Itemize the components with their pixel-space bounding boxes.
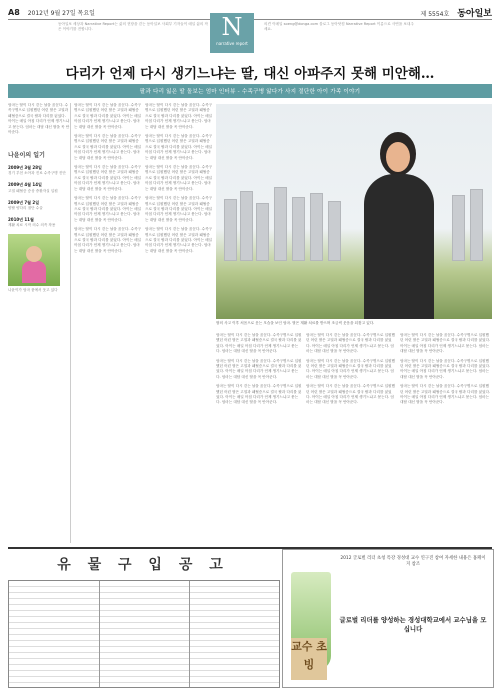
publication-name: 동아일보 (457, 8, 492, 19)
article-column-1 (74, 103, 142, 543)
article-paragraph: 엄마는 딸이 다시 걷는 날을 꿈꾼다. 수족구병으로 입원했던 어린 딸은 고열과 패혈증으로 결국 팔과 다리를 잃었다. 아이는 매일 아침 다리가 언제 생기느냐고 묻는다. 엄마는 대답 대신 딸을 꼭 안아준다. (145, 196, 213, 222)
article-paragraph: 엄마는 딸이 다시 걷는 날을 꿈꾼다. 수족구병으로 입원했던 어린 딸은 고열과 패혈증으로 결국 팔과 다리를 잃었다. 아이는 매일 아침 다리가 언제 생기느냐고 묻는다. 엄마는 대답 대신 딸을 꼭 안아준다. (74, 227, 142, 253)
narrative-report-badge (210, 13, 254, 53)
article-paragraph: 엄마는 딸이 다시 걷는 날을 꿈꾼다. 수족구병으로 입원했던 어린 딸은 고열과 패혈증으로 결국 팔과 다리를 잃었다. 아이는 매일 아침 다리가 언제 생기느냐고 묻는다. 엄마는 대답 대신 딸을 꼭 안아준다. (400, 333, 491, 354)
sidebar-entry-text: 경기 부천 소아과 진료 수족구병 진단 (8, 171, 66, 176)
article-paragraph: 엄마는 딸이 다시 걷는 날을 꿈꾼다. 수족구병으로 입원했던 어린 딸은 고열과 패혈증으로 결국 팔과 다리를 잃었다. 아이는 매일 아침 다리가 언제 생기느냐고 묻는다. 엄마는 대답 대신 딸을 꼭 안아준다. (400, 358, 491, 379)
child-photo (8, 234, 60, 286)
article-paragraph: 엄마는 딸이 다시 걷는 날을 꿈꾼다. 수족구병으로 입원했던 어린 딸은 고열과 패혈증으로 결국 팔과 다리를 잃었다. 아이는 매일 아침 다리가 언제 생기느냐고 묻는다. 엄마는 대답 대신 딸을 꼭 안아준다. (74, 134, 142, 160)
sidebar-entry-text: 재활 치료 시작 의수 의족 착용 (8, 223, 56, 228)
article-column-2 (145, 103, 213, 543)
sidebar-title: 나윤이의 일기 (8, 152, 45, 160)
ad-promo-text: 2012 글로벌 리더 초청 특강 경성대 교수 연구진 참여 자세한 내용은 홈페이지 참조 (340, 556, 486, 568)
article-column-4 (306, 333, 396, 543)
ad-stamp: 교수 초빙 (291, 638, 327, 680)
university-ad (282, 549, 494, 688)
ad-title: 유 물 구 입 공 고 (57, 557, 229, 573)
sidebar-entry-date: 2010년 11월 (8, 217, 34, 223)
sidebar-entry-date: 2009년 3월 28일 (8, 164, 42, 170)
article-paragraph: 엄마는 딸이 다시 걷는 날을 꿈꾼다. 수족구병으로 입원했던 어린 딸은 고열과 패혈증으로 결국 팔과 다리를 잃었다. 아이는 매일 아침 다리가 언제 생기느냐고 묻는다. 엄마는 대답 대신 딸을 꼭 안아준다. (74, 165, 142, 191)
sidebar-entry-text: 고열 패혈증 증상 중환자실 입원 (8, 188, 58, 193)
article-paragraph: 엄마는 딸이 다시 걷는 날을 꿈꾼다. 수족구병으로 입원했던 어린 딸은 고열과 패혈증으로 결국 팔과 다리를 잃었다. 아이는 매일 아침 다리가 언제 생기느냐고 묻는다. 엄마는 대답 대신 딸을 꼭 안아준다. (145, 103, 213, 129)
ad-slogan: 글로벌 리더를 양성하는 경성대학교에서 교수님을 모십니다 (339, 616, 487, 633)
badge-letter: N (221, 13, 243, 41)
article-paragraph: 엄마는 딸이 다시 걷는 날을 꿈꾼다. 수족구병으로 입원했던 어린 딸은 고열과 패혈증으로 결국 팔과 다리를 잃었다. 아이는 매일 아침 다리가 언제 생기느냐고 묻는다. 엄마는 대답 대신 딸을 꼭 안아준다. (216, 333, 302, 354)
sidebar-body: 엄마는 딸이 다시 걷는 날을 꿈꾼다. 수족구병으로 입원했던 어린 딸은 고열과 패혈증으로 결국 팔과 다리를 잃었다. 아이는 매일 아침 다리가 언제 생기느냐고 묻는다. 엄마는 대답 대신 딸을 꼭 안아준다. (8, 103, 70, 135)
page-number: A8 (8, 7, 20, 17)
badge-label: narrative report (216, 41, 248, 46)
article-paragraph: 엄마는 딸이 다시 걷는 날을 꿈꾼다. 수족구병으로 입원했던 어린 딸은 고열과 패혈증으로 결국 팔과 다리를 잃었다. 아이는 매일 아침 다리가 언제 생기느냐고 묻는다. 엄마는 대답 대신 딸을 꼭 안아준다. (145, 134, 213, 160)
main-photo (216, 104, 492, 319)
photo-caption: 딸의 사고 이후 처음으로 웃는 모습을 보인 엄마. 딸은 재활 치료를 받으며 조금씩 웃음을 되찾고 있다. (216, 321, 375, 325)
article-paragraph: 엄마는 딸이 다시 걷는 날을 꿈꾼다. 수족구병으로 입원했던 어린 딸은 고열과 패혈증으로 결국 팔과 다리를 잃었다. 아이는 매일 아침 다리가 언제 생기느냐고 묻는다. 엄마는 대답 대신 딸을 꼭 안아준다. (306, 333, 395, 354)
article-paragraph: 엄마는 딸이 다시 걷는 날을 꿈꾼다. 수족구병으로 입원했던 어린 딸은 고열과 패혈증으로 결국 팔과 다리를 잃었다. 아이는 매일 아침 다리가 언제 생기느냐고 묻는다. 엄마는 대답 대신 딸을 꼭 안아준다. (74, 103, 142, 129)
issue-date: 2012년 9월 27일 목요일 (27, 9, 95, 17)
sidebar (8, 103, 71, 543)
child-photo-caption: 나윤이가 엄마 품에서 웃고 있다 (8, 288, 58, 293)
woman-figure (362, 132, 436, 319)
sidebar-entry-date: 2009년 4월 14일 (8, 182, 42, 188)
subheadline-bar: 팔과 다리 잃은 딸 돌보는 엄마 인터뷰 - 수족구병 앓다가 사지 절단한 아이 가족 이야기 (8, 84, 492, 98)
article-column-5 (400, 333, 492, 543)
ad-purchase-table (8, 580, 280, 688)
article-paragraph: 엄마는 딸이 다시 걷는 날을 꿈꾼다. 수족구병으로 입원했던 어린 딸은 고열과 패혈증으로 결국 팔과 다리를 잃었다. 아이는 매일 아침 다리가 언제 생기느냐고 묻는다. 엄마는 대답 대신 딸을 꼭 안아준다. (216, 384, 302, 405)
top-intro-right: 의견 이메일 soeng@donga.com 블로그 동아닷컴 Narrative Report 이름으로 사연을 보내주세요. (264, 22, 414, 32)
headline: 다리가 언제 다시 생기느냐는 딸, 대신 아파주지 못해 미안해… (65, 66, 435, 82)
article-paragraph: 엄마는 딸이 다시 걷는 날을 꿈꾼다. 수족구병으로 입원했던 어린 딸은 고열과 패혈증으로 결국 팔과 다리를 잃었다. 아이는 매일 아침 다리가 언제 생기느냐고 묻는다. 엄마는 대답 대신 딸을 꼭 안아준다. (306, 358, 395, 379)
article-column-3 (216, 333, 302, 543)
article-paragraph: 엄마는 딸이 다시 걷는 날을 꿈꾼다. 수족구병으로 입원했던 어린 딸은 고열과 패혈증으로 결국 팔과 다리를 잃었다. 아이는 매일 아침 다리가 언제 생기느냐고 묻는다. 엄마는 대답 대신 딸을 꼭 안아준다. (216, 358, 302, 379)
article-paragraph: 엄마는 딸이 다시 걷는 날을 꿈꾼다. 수족구병으로 입원했던 어린 딸은 고열과 패혈증으로 결국 팔과 다리를 잃었다. 아이는 매일 아침 다리가 언제 생기느냐고 묻는다. 엄마는 대답 대신 딸을 꼭 안아준다. (74, 196, 142, 222)
sidebar-entry-date: 2009년 7월 2일 (8, 199, 40, 205)
article-paragraph: 엄마는 딸이 다시 걷는 날을 꿈꾼다. 수족구병으로 입원했던 어린 딸은 고열과 패혈증으로 결국 팔과 다리를 잃었다. 아이는 매일 아침 다리가 언제 생기느냐고 묻는다. 엄마는 대답 대신 딸을 꼭 안아준다. (400, 384, 491, 405)
sidebar-entry-text: 양팔 양다리 절단 수술 (8, 206, 43, 211)
article-paragraph: 엄마는 딸이 다시 걷는 날을 꿈꾼다. 수족구병으로 입원했던 어린 딸은 고열과 패혈증으로 결국 팔과 다리를 잃었다. 아이는 매일 아침 다리가 언제 생기느냐고 묻는다. 엄마는 대답 대신 딸을 꼭 안아준다. (145, 165, 213, 191)
article-paragraph: 엄마는 딸이 다시 걷는 날을 꿈꾼다. 수족구병으로 입원했던 어린 딸은 고열과 패혈증으로 결국 팔과 다리를 잃었다. 아이는 매일 아침 다리가 언제 생기느냐고 묻는다. 엄마는 대답 대신 딸을 꼭 안아준다. (145, 227, 213, 253)
edition-number: 제 5554호 (420, 10, 450, 18)
top-intro-left: 동아일보 세상과 Narrative Report는 삶의 현장을 걷는 동아일보 사회부 기자들이 매일 삶의 작은 이야기를 전합니다. (58, 22, 208, 32)
article-paragraph: 엄마는 딸이 다시 걷는 날을 꿈꾼다. 수족구병으로 입원했던 어린 딸은 고열과 패혈증으로 결국 팔과 다리를 잃었다. 아이는 매일 아침 다리가 언제 생기느냐고 묻는다. 엄마는 대답 대신 딸을 꼭 안아준다. (306, 384, 395, 405)
